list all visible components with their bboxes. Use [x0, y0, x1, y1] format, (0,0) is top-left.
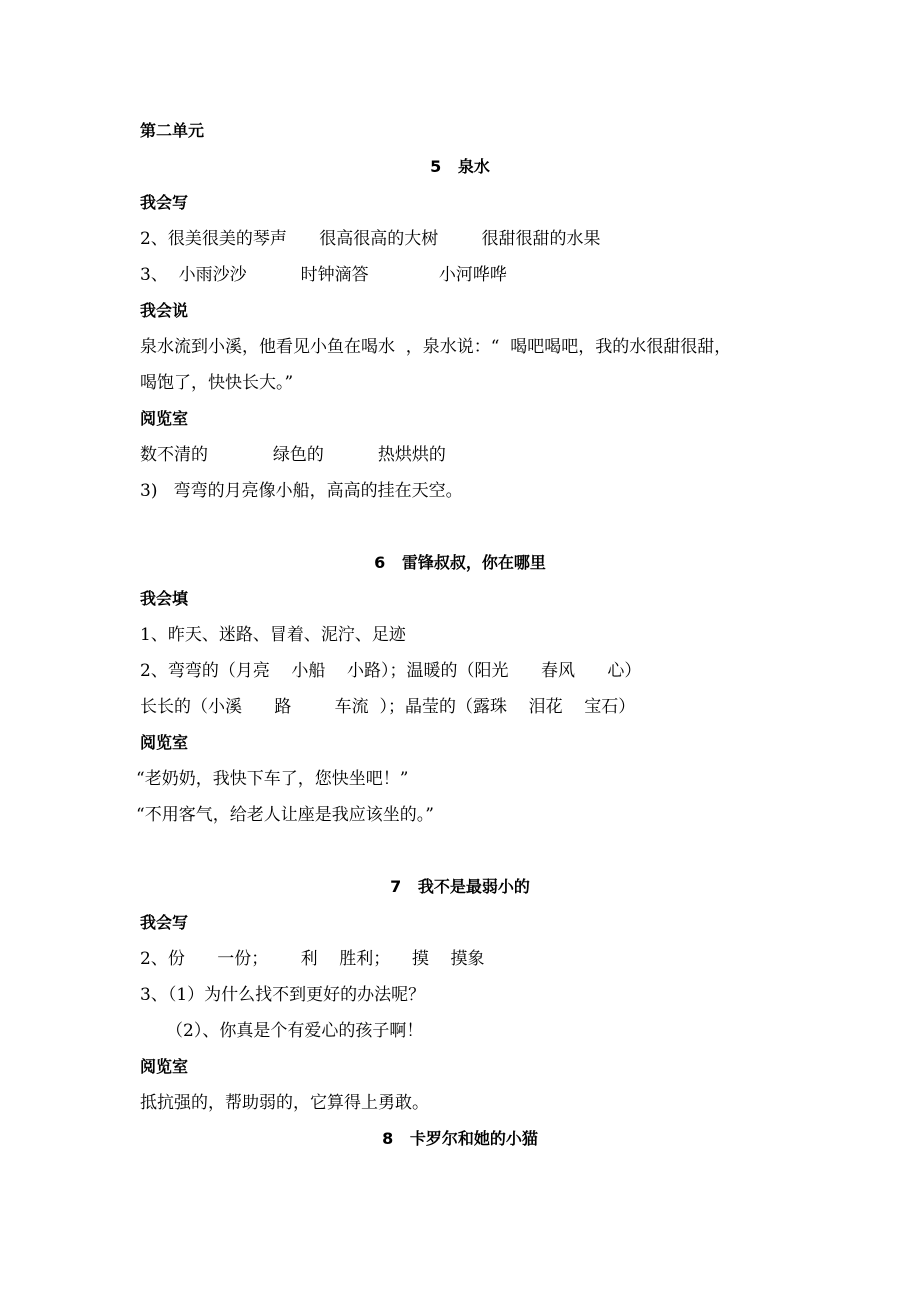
lesson-6-reading-line-1: “老奶奶，我快下车了，您快坐吧！”: [136, 769, 409, 789]
lesson-5-reading-line-2: 3) 弯弯的月亮像小船，高高的挂在天空。: [140, 481, 463, 501]
lesson-5-speak-heading: 我会说: [140, 301, 189, 320]
lesson-7-title: 7 我不是最弱小的: [390, 877, 530, 896]
lesson-7-write-heading: 我会写: [140, 913, 189, 932]
lesson-7-reading-line-1: 抵抗强的，帮助弱的，它算得上勇敢。: [140, 1093, 429, 1113]
unit-heading: 第二单元: [140, 121, 205, 140]
lesson-7-write-item-3b: （2）、你真是个有爱心的孩子啊！: [166, 1021, 424, 1041]
lesson-7-write-item-2: 2、份 一份； 利 胜利； 摸 摸象: [140, 949, 485, 969]
lesson-5-speak-line-1: 泉水流到小溪，他看见小鱼在喝水 ，泉水说：“ 喝吧喝吧，我的水很甜很甜，: [140, 337, 732, 357]
lesson-6-fill-heading: 我会填: [140, 589, 189, 608]
lesson-5-write-item-2: 2、很美很美的琴声 很高很高的大树 很甜很甜的水果: [140, 229, 601, 249]
lesson-5-title: 5 泉水: [430, 157, 490, 176]
lesson-6-reading-line-2: “不用客气，给老人让座是我应该坐的。”: [136, 805, 434, 825]
lesson-6-title: 6 雷锋叔叔，你在哪里: [374, 553, 546, 572]
lesson-5-speak-line-2: 喝饱了，快快长大。”: [140, 373, 294, 393]
lesson-5-write-item-3: 3、 小雨沙沙 时钟滴答 小河哗哗: [140, 265, 507, 285]
lesson-6-reading-heading: 阅览室: [140, 733, 189, 752]
lesson-8-title: 8 卡罗尔和她的小猫: [382, 1129, 538, 1148]
lesson-5-reading-line-1: 数不清的 绿色的 热烘烘的: [140, 445, 446, 465]
lesson-7-write-item-3a: 3、（1）为什么找不到更好的办法呢？: [140, 985, 426, 1005]
lesson-7-reading-heading: 阅览室: [140, 1057, 189, 1076]
lesson-5-reading-heading: 阅览室: [140, 409, 189, 428]
lesson-5-write-heading: 我会写: [140, 193, 189, 212]
lesson-6-fill-line-2: 2、弯弯的（月亮 小船 小路）；温暖的（阳光 春风 心）: [140, 661, 642, 681]
lesson-6-fill-line-1: 1、昨天、迷路、冒着、泥泞、足迹: [140, 625, 406, 645]
lesson-6-fill-line-3: 长长的（小溪 路 车流 ）；晶莹的（露珠 泪花 宝石）: [140, 697, 636, 717]
